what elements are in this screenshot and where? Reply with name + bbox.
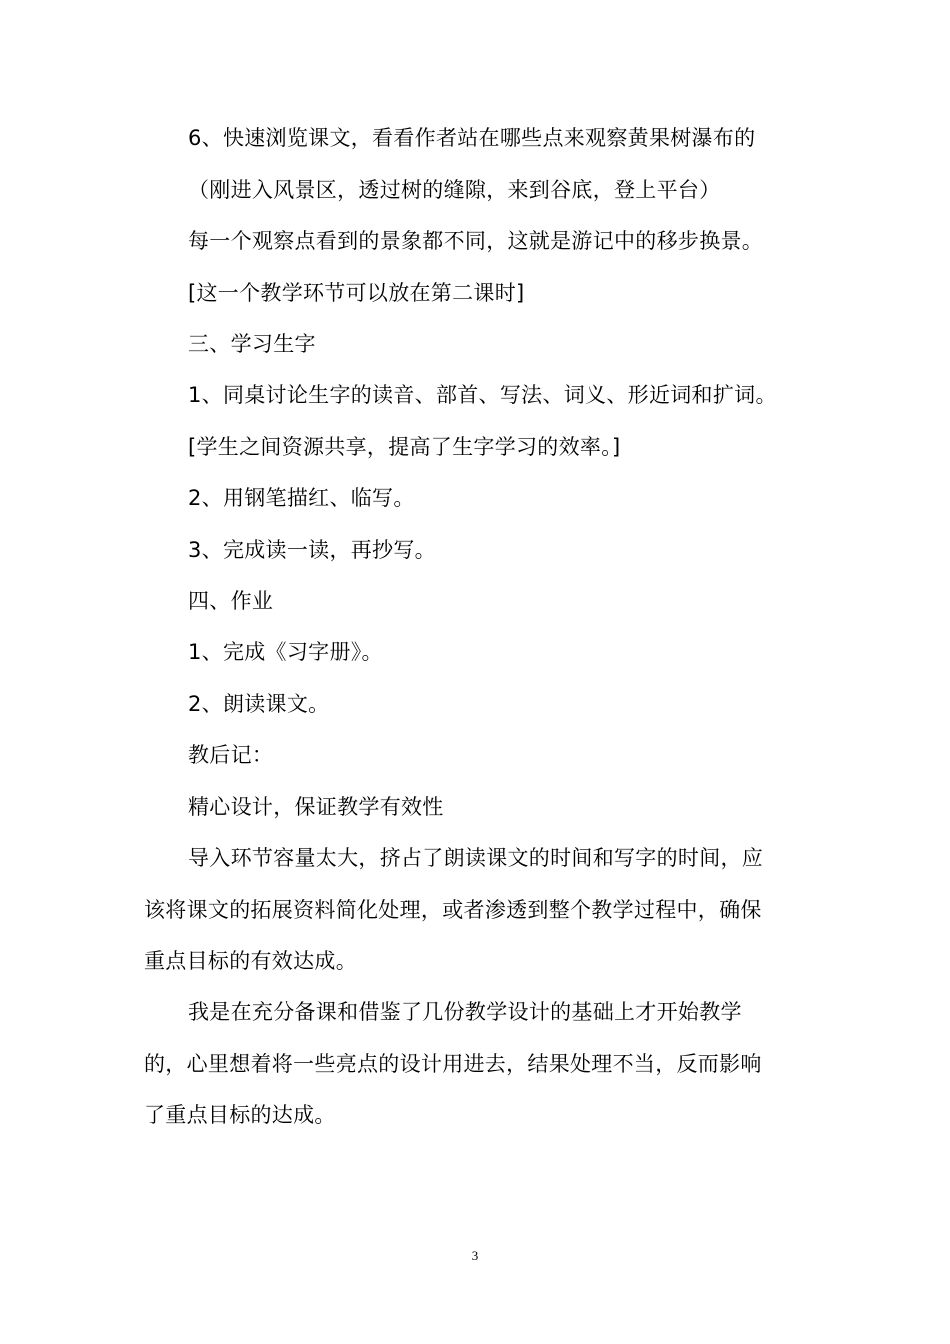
paragraph-line: 3、完成读一读，再抄写。 [188,538,436,562]
paragraph-line: 精心设计，保证教学有效性 [188,795,444,819]
page-number: 3 [471,1248,479,1263]
section-heading: 教后记： [188,743,274,767]
paragraph-line: 每一个观察点看到的景象都不同，这就是游记中的移步换景。 [188,229,764,253]
section-heading: 四、作业 [188,589,274,613]
reflection-line: 导入环节容量太大，挤占了朗读课文的时间和写字的时间，应 [188,846,764,870]
paragraph-line: [这一个教学环节可以放在第二课时] [188,281,525,305]
paragraph-line: （刚进入风景区，透过树的缝隙，来到谷底，登上平台） [188,178,721,202]
reflection-line: 了重点目标的达成。 [144,1103,336,1127]
reflection-line: 重点目标的有效达成。 [144,949,357,973]
section-heading: 三、学习生字 [188,332,316,356]
reflection-line: 我是在充分备课和借鉴了几份教学设计的基础上才开始教学 [188,1000,742,1024]
paragraph-line: 1、同桌讨论生字的读音、部首、写法、词义、形近词和扩词。 [188,383,777,407]
paragraph-line: 2、用钢笔描红、临写。 [188,486,415,510]
paragraph-line: 2、朗读课文。 [188,692,330,716]
paragraph-line: 1、完成《习字册》。 [188,640,383,664]
paragraph-line: 6、快速浏览课文，看看作者站在哪些点来观察黄果树瀑布的 [188,126,756,150]
reflection-line: 的，心里想着将一些亮点的设计用进去，结果处理不当，反而影响 [144,1052,762,1076]
reflection-line: 该将课文的拓展资料简化处理，或者渗透到整个教学过程中，确保 [144,898,762,922]
paragraph-line: [学生之间资源共享，提高了生字学习的效率。] [188,435,621,459]
